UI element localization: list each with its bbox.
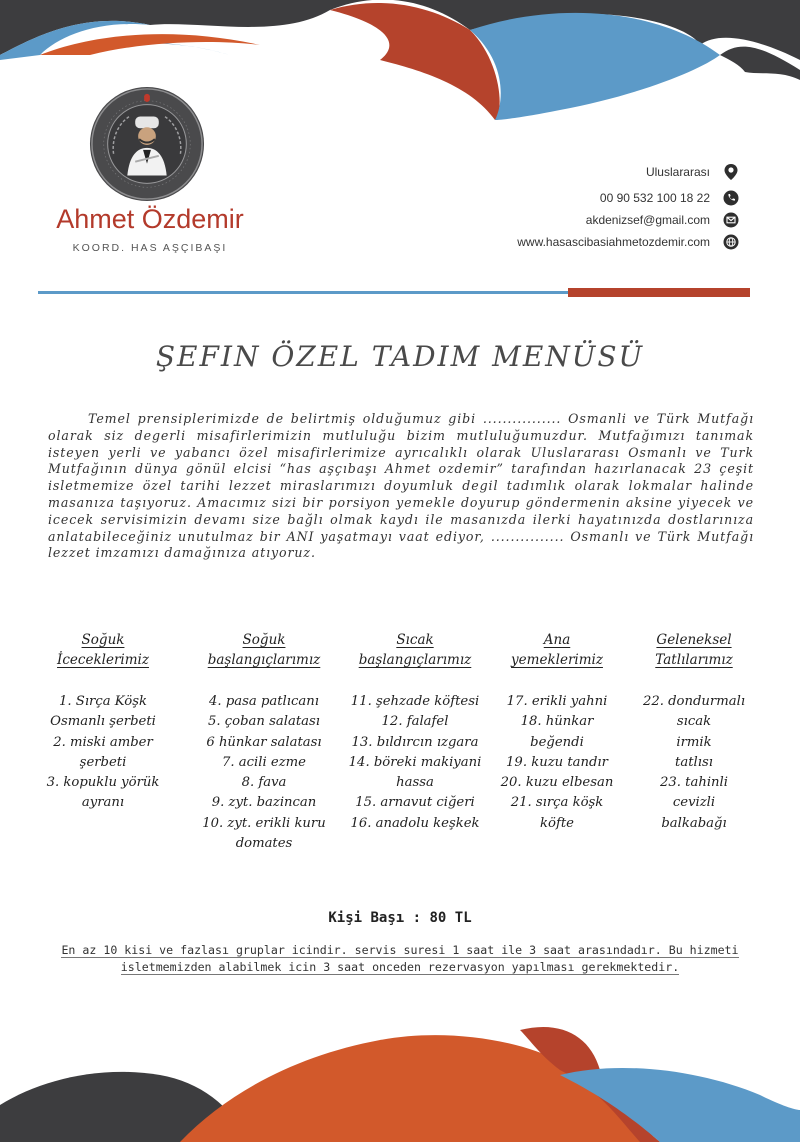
contact-location-text: Uluslararası [645,165,710,179]
divider-red [568,288,750,297]
menu-item: 16. anadolu keşkek [350,815,480,831]
menu-item: cevizli [672,795,716,811]
menu-item: balkabağı [661,815,727,831]
reservation-note-line-2: isletmemizden alabilmek icin 3 saat onceden rezervasyon yapılması gerekmektedir. [120,960,680,974]
menu-item: 4. pasa patlıcanı [209,694,319,709]
column-items [28,692,178,814]
contact-phone [600,188,740,208]
menu-column-cold-starters [184,630,344,854]
menu-item: 22. dondurmalı [642,694,746,709]
chef-logo-seal [88,85,206,203]
menu-item: 21. sırça köşk [510,795,604,811]
menu-item: 7. acili ezme [222,754,306,770]
menu-item: 23. tahinli [660,775,728,791]
menu-item: beğendi [530,734,584,750]
menu-item: 8. fava [241,775,287,791]
reservation-note-line-1: En az 10 kisi ve fazlası gruplar icindir. servis suresi 1 saat ile 3 saat arasındadır. Bu hizmeti [61,943,739,957]
divider-blue [38,291,568,294]
menu-item: 3. kopuklu yörük [46,775,160,791]
menu-column-hot-starters [340,630,490,834]
column-heading: Ana yemeklerimiz [511,632,603,668]
menu-item: sıcak [676,714,712,730]
contact-location [646,162,740,182]
column-heading: Sıcak başlangıçlarımız [358,632,472,668]
menu-item: ayranı [81,795,125,811]
menu-item: 2. miski amber [53,734,153,750]
column-heading: Soğuk başlangıçlarımız [207,632,321,668]
envelope-icon [722,211,740,229]
menu-column-main-dishes [488,630,626,834]
bottom-wave-decoration [0,1010,800,1142]
menu-item: irmik [676,734,712,750]
menu-item: 13. bıldırcın ızgara [351,734,479,750]
menu-column-cold-drinks [28,630,178,814]
column-heading: Soğuk İceceklerimiz [57,632,149,668]
menu-item: 14. böreki makiyani [348,754,482,770]
menu-item: 20. kuzu elbesan [500,775,614,791]
menu-item: Osmanlı şerbeti [50,714,156,730]
menu-item: tatlısı [675,754,713,770]
menu-item: 9. zyt. bazincan [211,795,317,811]
menu-item: domates [235,836,293,852]
brand-name: Ahmet Özdemir [56,204,244,234]
map-pin-icon [722,163,740,181]
menu-item: 19. kuzu tandır [506,754,608,770]
menu-item: şerbeti [79,754,127,770]
phone-icon [722,189,740,207]
menu-item: 5. çoban salatası [208,714,320,730]
menu-title: ŞEFIN ÖZEL TADIM MENÜSÜ [155,340,645,373]
contact-email-text[interactable]: akdenizsef@gmail.com [585,213,710,227]
brand-title: KOORD. HAS AŞÇIBAŞI [72,242,228,254]
menu-item: 17. erikli yahni [506,694,608,709]
menu-item: 11. şehzade köftesi [350,694,480,709]
column-items [488,692,626,834]
contact-website [517,232,740,252]
column-heading: Geleneksel Tatlılarımız [655,632,733,668]
menu-item: 12. falafel [381,714,449,730]
menu-item: 18. hünkar [520,714,594,730]
column-items [624,692,764,834]
contact-email [586,210,740,230]
menu-item: köfte [540,815,574,831]
column-items [184,692,344,854]
menu-item: 10. zyt. erikli kuru [202,815,326,831]
reservation-note [30,942,770,976]
column-items [340,692,490,834]
contact-website-text[interactable]: www.hasascibasiahmetozdemir.com [517,235,710,249]
menu-item: 15. arnavut ciğeri [355,795,475,811]
intro-paragraph: Temel prensiplerimizde de belirtmiş olduğumuz gibi ................ Osmanli ve Türk Mutfağı olarak siz degerli misafirlerimizin mutluluğu bizim mutluluğumuzdur. Mutfağımızı tanımak isteyen yerli ve yabancı özel misafirlerimize ayrıcalıklı olarak Uluslararası Osmanlı ve Turk Mutfağının dünya gönül elcisi “has aşçıbaşı Ahmet ozdemir” tarafından hazırlanacak 23 çeşit isletmemize özel tarihi lezzet miraslarımızı doyumluk degil tadımlık olarak lokmalar halinde masanıza taşıyoruz. Amacımız sizi bir porsiyon yemekle doyurup göndermenin aksine yiyecek ve icecek servisimizin devamı size bağlı olmak kaydı ile masanızda ilerki hayatınızda dostlarınıza anlatabileceğiniz unutulmaz bir ANI yaşatmayı vaat ediyor, ............... Osmanlı ve Türk Mutfağı lezzet imzamızı damağınıza atıyoruz. [48,411,754,561]
price-per-person: Kişi Başı : 80 TL [328,910,472,926]
menu-item: hassa [396,775,434,791]
globe-icon [722,233,740,251]
contact-phone-text[interactable]: 00 90 532 100 18 22 [599,191,710,205]
menu-item: 1. Sırça Köşk [59,694,147,709]
menu-item: 6 hünkar salatası [206,734,322,750]
menu-column-desserts [624,630,764,834]
